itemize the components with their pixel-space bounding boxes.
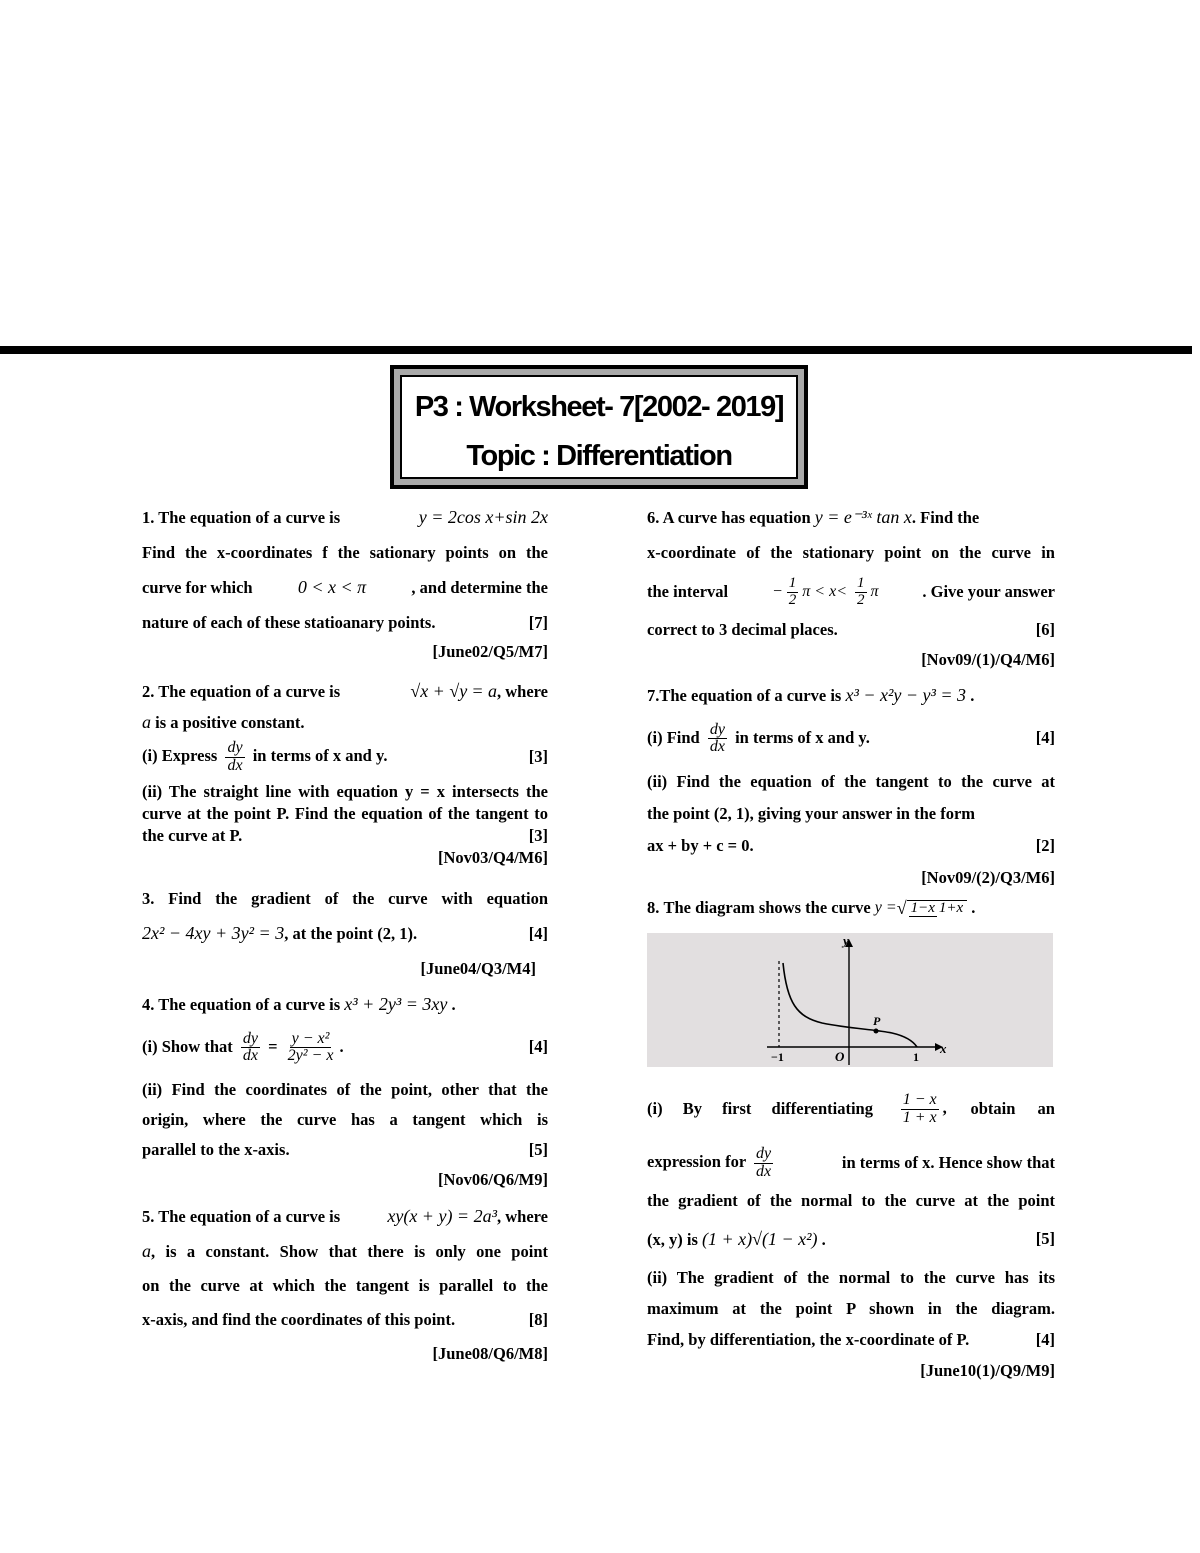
- question-text: the point (2, 1), giving your answer in the form: [647, 804, 976, 824]
- question-text: The equation of a curve is: [158, 994, 341, 1014]
- question-text: , where: [496, 682, 548, 701]
- question-text: curve for which: [142, 578, 253, 597]
- question-text: , is a constant. Show that there is only one point: [151, 1242, 548, 1262]
- sqrt-fraction: √ 1−x 1+x: [897, 898, 967, 919]
- question-number: 7.: [647, 685, 660, 705]
- question-8: 8. The diagram shows the curve y = √ 1−x 1+x . x y −1 O 1 P (i) By first differentiating $\frac{1 - x}{1 + x}$ , obtain an expression for $\frac{dy}{dx}$ in terms of x. Hence show that the gradient of the normal to the curve at the point (x, y) is (1 + x)√(1 − x²) . [5] (ii) The gradient of the normal to the curve has its maximum at the point P shown in the diagram. Find, by differentiation, the x-coordinate of P. [4] [June10(1)/Q9/M9]: [647, 898, 1055, 1386]
- question-text: x-coordinate of the stationary point on the curve in: [647, 543, 1055, 562]
- question-text: (ii) The gradient of the normal to the curve has its: [647, 1267, 1055, 1287]
- question-number: 1.: [142, 508, 155, 527]
- equation: x³ + 2y³ = 3xy: [344, 993, 448, 1014]
- source-reference: [June10(1)/Q9/M9]: [920, 1360, 1055, 1380]
- equation: 2x² − 4xy + 3y² = 3: [142, 922, 285, 943]
- question-number: 2.: [142, 681, 155, 701]
- source-reference: [Nov06/Q6/M9]: [438, 1170, 548, 1190]
- question-6: [647, 500, 1055, 673]
- question-number: 6.: [647, 508, 660, 527]
- marks: [4]: [1035, 1329, 1055, 1349]
- question-text: The equation of a curve is: [659, 685, 842, 705]
- question-text: origin, where the curve has a tangent which is: [142, 1110, 548, 1130]
- marks: [7]: [528, 613, 548, 632]
- question-text: A curve has equation: [662, 508, 811, 527]
- derivative-fraction: $\frac{dy}{dx}$: [755, 1145, 772, 1181]
- marks: [4]: [1035, 728, 1055, 748]
- question-number: 4.: [142, 994, 155, 1014]
- question-text: , at the point (2, 1).: [284, 923, 418, 943]
- header-rule: [0, 346, 1192, 354]
- question-3: [142, 881, 548, 986]
- equation: 0 < x < π: [297, 577, 367, 597]
- part-label: (i) Find: [647, 727, 700, 747]
- question-text: (ii) Find the equation of the tangent to the curve at: [647, 772, 1055, 792]
- source-reference: [June04/Q3/M4]: [420, 958, 536, 978]
- rhs-fraction: $\frac{\text{y − x²}}{\text{2y² − x}}$: [287, 1029, 334, 1065]
- question-text: in terms of x. Hence show that: [841, 1153, 1055, 1173]
- question-7: 7.The equation of a curve is x³ − x²y − y³ = 3 . (i) Find $\frac{dy}{dx}$ in terms of x and y. [4] (ii) Find the equation of the tangent to the curve at the point (2, 1), giving your answer in the form ax + by + c = 0. [2] [Nov09/(2)/Q3/M6]: [647, 677, 1055, 895]
- question-text: the gradient of the normal to the curve at the point: [647, 1190, 1055, 1210]
- question-text: the interval: [647, 581, 729, 601]
- question-text: Find the x-coordinates f the sationary points on the: [142, 543, 548, 562]
- x-axis-label: x: [940, 1040, 947, 1056]
- question-text: maximum at the point P shown in the diagram.: [647, 1298, 1055, 1318]
- marks: [8]: [528, 1310, 548, 1330]
- title-inner: [400, 375, 798, 479]
- question-text: The diagram shows the curve: [663, 897, 871, 917]
- variable: a: [142, 712, 151, 732]
- y-axis-label: y: [843, 932, 849, 948]
- question-text: x-axis, and find the coordinates of this point.: [142, 1310, 456, 1330]
- left-column: [142, 500, 548, 1371]
- question-4: 4. The equation of a curve is x³ + 2y³ = 3xy . (i) Show that $\frac{dy}{dx}$ = $\frac{\text{y − x²}}{\text{2y² − x}}$ . [4] (ii) Find the coordinates of the point, other that the origin, where the curve has a tangent which is parallel to the x-axis. [5] [Nov06/Q6/M9]: [142, 986, 548, 1196]
- point-label: P: [873, 1013, 881, 1028]
- question-text: (x, y) is: [647, 1229, 698, 1249]
- source-reference: [June08/Q6/M8]: [432, 1344, 548, 1364]
- question-text: Find the gradient of the curve with equation: [168, 888, 548, 908]
- equation: y = 2cos x+sin 2x: [418, 507, 548, 527]
- source-reference: [Nov09/(1)/Q4/M6]: [921, 649, 1055, 669]
- question-text: The equation of a curve is: [158, 1206, 341, 1226]
- question-text: (ii) Find the coordinates of the point, other that the: [142, 1080, 548, 1100]
- part-label: (i) Express: [142, 746, 218, 766]
- question-number: 3.: [142, 888, 155, 908]
- question-text: nature of each of these statioanary points.: [142, 613, 436, 632]
- equation: x³ − x²y − y³ = 3: [845, 684, 967, 705]
- topic-title: Topic : Differentiation: [466, 440, 732, 472]
- equation: y =: [874, 899, 897, 917]
- question-text: is a positive constant.: [155, 713, 305, 732]
- source-reference: [June02/Q5/M7]: [432, 642, 548, 661]
- equation: xy(x + y) = 2a³: [387, 1206, 497, 1227]
- question-text: (ii) The straight line with equation y = x intersects the curve at the point P. Find the equation of the tangent to the curve at P. [3]: [142, 781, 548, 845]
- question-text: . Give your answer: [922, 581, 1055, 601]
- source-reference: [Nov03/Q4/M6]: [438, 847, 548, 867]
- question-text: . Find the: [911, 508, 980, 527]
- part-label: (i) By first differentiating: [647, 1098, 873, 1118]
- question-text: , where: [496, 1207, 548, 1227]
- question-text: ax + by + c = 0.: [647, 836, 754, 856]
- source-reference: [Nov09/(2)/Q3/M6]: [921, 868, 1055, 888]
- title-box: [390, 365, 808, 489]
- question-text: parallel to the x-axis.: [142, 1140, 290, 1160]
- derivative-fraction: $\frac{dy}{dx}$: [242, 1029, 258, 1065]
- origin-label: O: [835, 1048, 845, 1064]
- curve-diagram: [647, 933, 1055, 1072]
- marks: [3]: [528, 825, 548, 845]
- marks: [5]: [1035, 1229, 1055, 1249]
- question-text: Find, by differentiation, the x-coordinate of P.: [647, 1329, 970, 1349]
- point-p: [874, 1028, 879, 1033]
- derivative-fraction: $\frac{dy}{dx}$: [709, 720, 725, 756]
- marks: [5]: [528, 1140, 548, 1160]
- question-1: [142, 500, 548, 664]
- equation: y = e⁻³ˣ tan x: [814, 507, 912, 527]
- marks: [3]: [528, 746, 548, 766]
- minus-one-label: −1: [771, 1049, 784, 1064]
- fraction: $\frac{1 - x}{1 + x}$: [902, 1090, 937, 1126]
- right-column: [647, 500, 1055, 1386]
- question-2: [142, 676, 548, 869]
- marks: [4]: [528, 923, 548, 943]
- interval-inequality: − $\frac{1}{2}$ π < x< $\frac{1}{2}$ π: [771, 575, 879, 608]
- question-number: 8.: [647, 897, 660, 917]
- question-text: , and determine the: [411, 578, 548, 597]
- equation: = a: [471, 681, 497, 701]
- equation: √x + √y: [410, 681, 468, 701]
- marks: [2]: [1035, 836, 1055, 856]
- question-text: expression for: [647, 1152, 746, 1172]
- worksheet-title: P3 : Worksheet- 7[2002- 2019]: [414, 391, 784, 423]
- derivative-fraction: $\frac{dy}{dx}$: [227, 739, 243, 774]
- question-text: The equation of a curve is: [158, 508, 341, 527]
- question-5: [142, 1199, 548, 1371]
- variable: a: [142, 1241, 151, 1262]
- curve-graph: [647, 933, 1053, 1067]
- question-number: 5.: [142, 1206, 155, 1226]
- one-label: 1: [913, 1049, 919, 1064]
- marks: [4]: [528, 1037, 548, 1057]
- question-text: The equation of a curve is: [158, 681, 341, 701]
- question-text: correct to 3 decimal places.: [647, 619, 838, 639]
- equation: (1 + x)√(1 − x²): [702, 1228, 818, 1249]
- part-label: (i) Show that: [142, 1036, 233, 1056]
- marks: [6]: [1035, 619, 1055, 639]
- question-text: on the curve at which the tangent is parallel to the: [142, 1276, 548, 1296]
- question-text: obtain an: [970, 1098, 1055, 1118]
- question-text: in terms of x and y.: [735, 727, 870, 747]
- question-text: in terms of x and y.: [252, 746, 388, 766]
